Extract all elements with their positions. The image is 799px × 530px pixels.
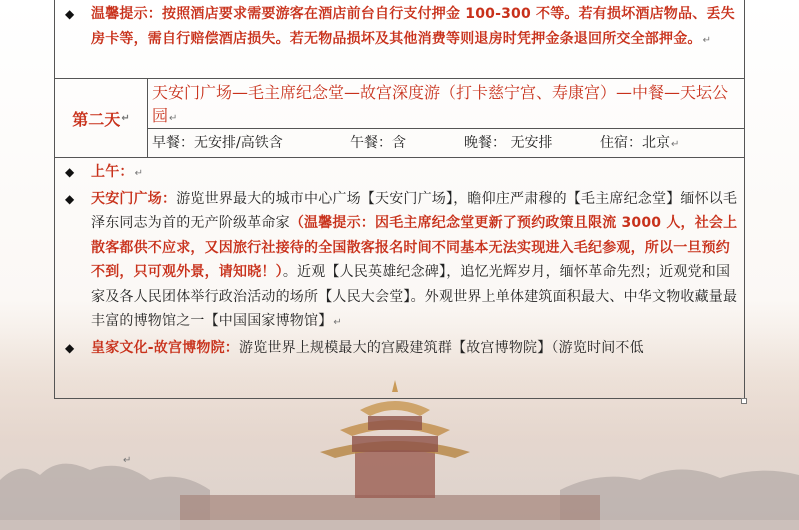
- diamond-bullet-icon: ◆: [65, 340, 75, 355]
- day-content-cell: [148, 79, 744, 157]
- diamond-bullet-icon: ◆: [65, 191, 75, 206]
- itinerary-document: [54, 0, 745, 399]
- paragraph-mark-icon: ↵: [702, 34, 712, 46]
- deposit-notice-row: [55, 0, 744, 79]
- paragraph-mark-icon: ↵: [134, 168, 144, 179]
- schedule-row: [55, 158, 744, 399]
- lunch-info: 午餐：含: [350, 135, 406, 151]
- day-two-row: [55, 79, 744, 158]
- dinner-info: 晚餐： 无安排: [464, 135, 553, 151]
- day-label: 第二天: [72, 109, 121, 129]
- paragraph-mark-icon: ↵: [671, 139, 680, 150]
- mausoleum-notice: （温馨提示：因毛主席纪念堂更新了预约政策且限流 3000 人，社会上散客都供不应求，又因旅行社接待的全国散客报名时间不同基本无法实现进入毛纪参观，所以一旦预约不到，只可观外景，请知晓！）: [91, 215, 738, 280]
- paragraph-mark-icon: ↵: [121, 112, 130, 124]
- day-route-title: [148, 79, 744, 129]
- notice-label: 温馨提示：: [91, 6, 162, 22]
- morning-heading: [55, 160, 744, 187]
- deposit-notice: [55, 2, 744, 53]
- diamond-bullet-icon: ◆: [65, 7, 75, 21]
- tiananmen-text-b: 。近观【人民英雄纪念碑】，追忆光辉岁月，缅怀革命先烈；近观党和国家及各人民团体举行政治活动的场所【人民大会堂】。外观世界上单体建筑面积最大、中华文物收藏量最丰富的博物馆之一【中国国家博物馆】: [91, 264, 738, 329]
- diamond-bullet-icon: ◆: [65, 165, 75, 179]
- notice-text: 按照酒店要求需要游客在酒店前台自行支付押金 100-300 不等。若有损坏酒店物品、丢失房卡等，需自行赔偿酒店损失。若无物品损坏及其他消费等则退房时凭押金条退回所交全部押金。: [91, 6, 735, 47]
- palace-museum-text: 游览世界上规模最大的宫殿建筑群【故宫博物院】（游览时间不低: [239, 339, 644, 356]
- breakfast-info: 早餐：无安排/高铁含: [152, 135, 283, 151]
- paragraph-mark-icon: ↵: [169, 113, 178, 124]
- tiananmen-text-a: 游览世界最大的城市中心广场【天安门广场】，瞻仰庄严肃穆的【毛主席纪念堂】缅怀以毛泽东同志为首的无产阶级革命家: [91, 190, 738, 231]
- day-label-cell: [55, 79, 148, 157]
- day-route-title-text: 天安门广场—毛主席纪念堂—故宫深度游（打卡慈宁宫、寿康宫）—中餐—天坛公园: [152, 83, 729, 125]
- morning-label: 上午：: [91, 164, 134, 180]
- paragraph-mark-icon: ↵: [123, 455, 132, 466]
- tiananmen-label: 天安门广场：: [91, 190, 177, 207]
- tiananmen-paragraph: [55, 187, 744, 336]
- hotel-info: 住宿：北京: [600, 135, 670, 151]
- table-resize-handle-icon[interactable]: [741, 398, 747, 404]
- palace-museum-paragraph: [55, 336, 744, 361]
- meals-row: [148, 129, 744, 157]
- paragraph-mark-icon: ↵: [333, 317, 342, 328]
- palace-museum-label: 皇家文化-故宫博物院：: [91, 339, 240, 356]
